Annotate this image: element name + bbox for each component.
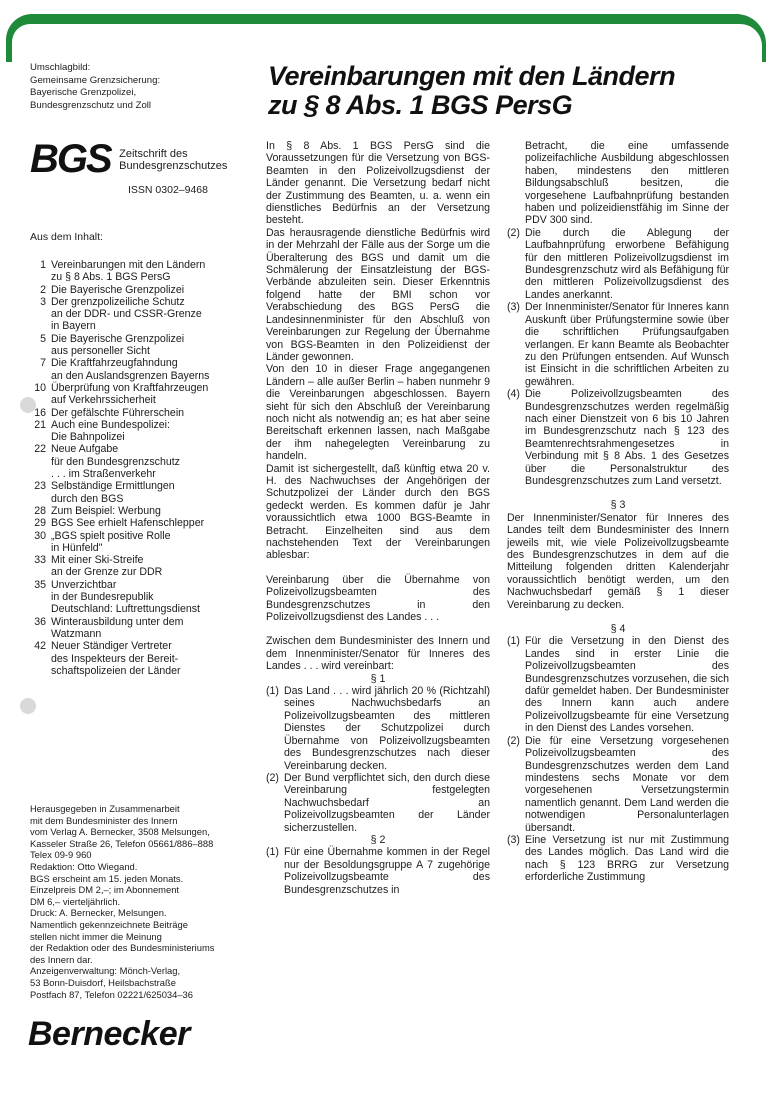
imprint-line: DM 6,– vierteljährlich. [30, 895, 121, 907]
imprint-line: Herausgegeben in Zusammenarbeit [30, 803, 180, 814]
imprint-line: Druck: A. Bernecker, Melsungen. [30, 907, 167, 919]
toc-page-number: 3 [40, 295, 46, 308]
issn: ISSN 0302–9468 [128, 184, 208, 196]
list-item: (1) Für die Versetzung in den Dienst des Landes sind in erster Linie die Polizeivollzugsbeamten des Bundesgrenzschutzes vorzusehen, die sich dafür gemeldet haben. Der Bundesminister des Innern kann auch andere Polizeivollzugsbeamte für eine Versetzung in den Dienst des Landes vorsehen. [507, 635, 729, 735]
toc-entry [26, 407, 254, 419]
list-item: (1) Für eine Übernahme kommen in der Regel nur der Besoldungsgruppe A 7 zugehörige Polizeivollzugsbeamte des Bundesgrenzschutzes in [266, 846, 490, 896]
toc-entry [26, 382, 254, 407]
toc-page-number: 42 [34, 640, 46, 653]
agreement-title: Vereinbarung über die Übernahme von Polizeivollzugsbeamten des Bundesgrenzschutzes in den Polizeivollzugsdienst des Landes . . . [266, 573, 490, 624]
section-heading: § 2 [370, 833, 386, 846]
toc-page-number: 10 [34, 381, 46, 394]
toc-page-number: 28 [34, 504, 46, 517]
toc-entry-title: an den Auslandsgrenzen Bayerns [51, 369, 210, 382]
toc-title: Aus dem Inhalt: [30, 231, 103, 243]
toc-entry-title: Die Bahnpolizei [51, 431, 125, 444]
toc-entry-title: Die Kraftfahrzeugfahndung [51, 357, 178, 370]
toc-entry [26, 640, 254, 677]
toc-page-number: 16 [34, 406, 46, 419]
toc-entry [26, 505, 254, 517]
imprint-line: 53 Bonn-Duisdorf, Heilsbachstraße [30, 976, 176, 988]
article-column-1 [266, 140, 490, 896]
toc-entry-title: schaftspolizeien der Länder [51, 664, 181, 677]
toc-entry-title: in Hünfeld" [51, 541, 103, 554]
magazine-subtitle: Zeitschrift des Bundesgrenzschutzes [119, 148, 228, 172]
toc-page-number: 36 [34, 615, 46, 628]
list-item: (2) Die für eine Versetzung vorgesehenen Polizeivollzugsbeamten des Bundesgrenzschutzes werden dem Land mindestens sechs Monate vor dem vorgesehenen Versetzungstermin namentlich genannt. Dem Land werden die notwendigen Personalunterlagen übersandt. [507, 734, 729, 834]
imprint-line: BGS erscheint am 15. jeden Monats. [30, 872, 184, 884]
toc-entry [26, 579, 254, 616]
toc-page-number: 2 [40, 283, 46, 296]
section-heading: § 3 [610, 499, 626, 512]
toc-entry [26, 357, 254, 382]
toc-entry-title: in der Bundesrepublik [51, 591, 154, 604]
list-item: (4) Die Polizeivollzugsbeamten des Bundesgrenzschutzes werden regelmäßig nach einer Dienstzeit von 6 bis 10 Jahren im Bundesgrenzschutz nach § 123 des Beamtenrechtsrahmengesetzes in Verbindung mit § 8 Abs. 1 des Gesetzes über die Personalstruktur des Bundesgrenzschutzes zum Land versetzt. [507, 388, 729, 487]
toc-entry-title: Deutschland: Luftrettungsdienst [51, 603, 200, 616]
paragraph: Zwischen dem Bundesminister des Innern und dem Innenminister/Senator für Inneres des Landes . . . wird vereinbart: [266, 635, 490, 673]
imprint-line: Anzeigenverwaltung: Mönch-Verlag, [30, 965, 181, 977]
paragraph: In § 8 Abs. 1 BGS PersG sind die Voraussetzungen für die Versetzung von BGS-Beamten in den Polizeivollzugsdienst der Länder genannt. Die Versetzung bedarf nicht der Zustimmung des Beamten, u. a. wenn ein dienstliches Bedürfnis an der Versetzung besteht. [266, 140, 490, 227]
imprint-line: vom Verlag A. Bernecker, 3508 Melsungen, [30, 826, 210, 838]
toc-entry-title: Die Bayerische Grenzpolizei [51, 332, 185, 345]
list-item: (3) Der Innenminister/Senator für Inneres kann Auskunft über Prüfungstermine sowie über die schriftlichen Prüfungsaufgaben verlangen. Er kann Beamte als Beobachter zu den Prüfungen entsenden. Auf Wunsch ist Einsicht in die schriftlichen Arbeiten zu gewähren. [507, 301, 729, 388]
imprint-line: stellen nicht immer die Meinung [30, 930, 162, 942]
toc-page-number: 29 [34, 517, 46, 530]
toc-entry [26, 554, 254, 579]
article-headline: Vereinbarungen mit den Ländern zu § 8 Abs. 1 BGS PersG [268, 61, 676, 120]
toc-entry-title: aus personeller Sicht [51, 345, 150, 358]
toc-entry-title: Der grenzpolizeiliche Schutz [51, 295, 185, 308]
toc-page-number: 23 [34, 480, 46, 493]
toc-entry-title: . . . im Straßenverkehr [51, 468, 156, 481]
imprint-line: des Innern dar. [30, 953, 93, 965]
paragraph: Von den 10 in dieser Frage angegangenen Ländern – alle außer Berlin – haben nunmehr 9 die Vereinbarungen abgeschlossen. Bayern sieht für sich den Abschluß der Vereinbarung noch nicht als notwendig an; es hat aber seine Bereitschaft erkennen lassen, nach Maßgabe der ihm nahegelegten Vereinbarung zu handeln. [266, 363, 490, 463]
toc-entry-title: BGS See erhielt Hafenschlepper [51, 517, 205, 530]
paragraph: Damit ist sichergestellt, daß künftig etwa 20 v. H. des Nachwuchses der Angehörigen der Schutzpolizei der Länder durch den BGS gedeckt werden. Es kommen dafür je Jahr voraussichtlich etwa 1000 BGS-Beamte in Betracht. Einzelheiten sind aus dem nachstehenden Text der Vereinbarungen ablesbar: [266, 462, 490, 562]
toc-entry-title: in Bayern [51, 320, 96, 333]
toc-page-number: 21 [34, 418, 46, 431]
toc-page-number: 7 [40, 357, 46, 370]
toc-page-number: 30 [34, 529, 46, 542]
toc-entry-title: Der gefälschte Führerschein [51, 406, 185, 419]
toc-entry-title: an der Grenze zur DDR [51, 566, 163, 579]
toc-page-number: 22 [34, 443, 46, 456]
toc-entry [26, 259, 254, 284]
toc-entry [26, 443, 254, 480]
magazine-masthead [30, 137, 245, 181]
table-of-contents [26, 259, 254, 677]
section-heading: § 4 [610, 623, 626, 636]
article-column-2 [507, 140, 729, 884]
toc-entry-title: für den Bundesgrenzschutz [51, 455, 180, 468]
imprint-line: Telex 09-9 960 [30, 849, 92, 861]
section-heading: § 1 [370, 672, 386, 685]
list-item: (3) Eine Versetzung ist nur mit Zustimmung des Landes möglich. Das Land wird die nach § 123 BRRG zur Versetzung erforderliche Zustimmung [507, 833, 729, 884]
imprint-line: mit dem Bundesminister des Innern [30, 814, 178, 826]
paragraph: Das herausragende dienstliche Bedürfnis wird in der Mehrzahl der Fälle aus der Sorge um die Überalterung des BGS und damit um die Schmälerung der Einsatzleistung der BGS-Verbände abzuleiten sein. Dieser Erkenntnis folgend hatte der BMI schon vor Verabschiedung des BGS PersG die Landesinnenminister für den Abschluß von Vereinbarungen zur Regelung der Übernahme von BGS-Beamten in den Polizeidienst der Länder gewonnen. [266, 226, 490, 363]
toc-page-number: 5 [40, 332, 46, 345]
toc-entry-title: Winterausbildung unter dem [51, 615, 184, 628]
paragraph: Der Innenminister/Senator für Inneres des Landes teilt dem Bundesminister des Innern jeweils mit, wie viele Polizeivollzugsbeamte des Bundesgrenzschutzes in dem auf die Mitteilung folgenden dritten Kalenderjahr voraussichtlich benötigt werden, um den Nachwuchsbedarf gemäß § 1 dieser Vereinbarung zu decken. [507, 511, 729, 611]
toc-entry-title: zu § 8 Abs. 1 BGS PersG [51, 271, 171, 284]
toc-entry [26, 480, 254, 505]
toc-entry [26, 284, 254, 296]
toc-entry-title: Neue Aufgabe [51, 443, 119, 456]
list-item: (1) Das Land . . . wird jährlich 20 % (Richtzahl) seines Nachwuchsbedarfs an Polizeivollzugsbeamten des mittleren Dienstes der Schutzpolizei durch Übernahme von Polizeivollzugsbeamten des Bundesgrenzschutzes nach dieser Vereinbarung decken. [266, 685, 490, 772]
toc-page-number: 33 [34, 554, 46, 567]
imprint-line: Redaktion: Otto Wiegand. [30, 860, 138, 872]
imprint-line: Namentlich gekennzeichnete Beiträge [30, 918, 188, 930]
toc-entry-title: an der DDR- und CSSR-Grenze [51, 308, 202, 321]
cover-caption: Umschlagbild: Gemeinsame Grenzsicherung: Bayerische Grenzpolizei, Bundesgrenzschutz und Zoll [30, 62, 161, 111]
toc-entry-title: Neuer Ständiger Vertreter [51, 640, 172, 653]
toc-entry-title: Überprüfung von Kraftfahrzeugen [51, 381, 209, 394]
toc-entry [26, 333, 254, 358]
toc-entry-title: auf Verkehrssicherheit [51, 394, 156, 407]
toc-entry-title: Selbständige Ermittlungen [51, 480, 175, 493]
imprint-line: Postfach 87, Telefon 02221/625034–36 [30, 988, 193, 1000]
toc-entry-title: Die Bayerische Grenzpolizei [51, 283, 185, 296]
toc-entry-title: Zum Beispiel: Werbung [51, 504, 161, 517]
paragraph: Betracht, die eine umfassende polizeifachliche Ausbildung abgeschlossen haben, mindestens den mittleren Bildungsabschluß besitzen, die vorgesehene Laufbahnprüfung bestanden haben und polizeidienstfähig im Sinne der PDV 300 sind. [525, 140, 729, 227]
toc-entry-title: Unverzichtbar [51, 578, 117, 591]
toc-entry-title: Mit einer Ski-Streife [51, 554, 144, 567]
toc-entry [26, 419, 254, 444]
toc-entry-title: durch den BGS [51, 492, 124, 505]
bgs-logo: BGS [30, 137, 111, 181]
imprint-line: Kasseler Straße 26, Telefon 05661/886–888 [30, 837, 214, 849]
imprint-line: Einzelpreis DM 2,–; im Abonnement [30, 884, 180, 896]
punch-hole [20, 698, 36, 714]
imprint [30, 803, 255, 1000]
toc-entry-title: des Inspekteurs der Bereit- [51, 652, 179, 665]
toc-entry [26, 296, 254, 333]
imprint-line: der Redaktion oder des Bundesministeriums [30, 942, 215, 954]
bernecker-logo: Bernecker [28, 1015, 190, 1053]
list-item: (2) Der Bund verpflichtet sich, den durch diese Vereinbarung festgelegten Nachwuchsbedarf an Polizeivollzugsbeamten der Länder sicherzustellen. [266, 771, 490, 834]
toc-entry-title: Vereinbarungen mit den Ländern [51, 259, 206, 271]
toc-entry-title: Watzmann [51, 627, 102, 640]
toc-entry-title: „BGS spielt positive Rolle [51, 529, 171, 542]
toc-entry [26, 517, 254, 529]
toc-page-number: 35 [34, 578, 46, 591]
toc-entry [26, 530, 254, 555]
punch-hole [20, 397, 36, 413]
list-item: (2) Die durch die Ablegung der Laufbahnprüfung erworbene Befähigung für den mittleren Polizeivollzugsdienst im Bundesgrenzschutz wird als Befähigung für den mittleren Polizeivollzugsdienst des Landes anerkannt. [507, 226, 729, 301]
toc-page-number: 1 [40, 259, 46, 271]
green-header-band [0, 0, 778, 58]
toc-entry [26, 616, 254, 641]
toc-entry-title: Auch eine Bundespolizei: [51, 418, 170, 431]
